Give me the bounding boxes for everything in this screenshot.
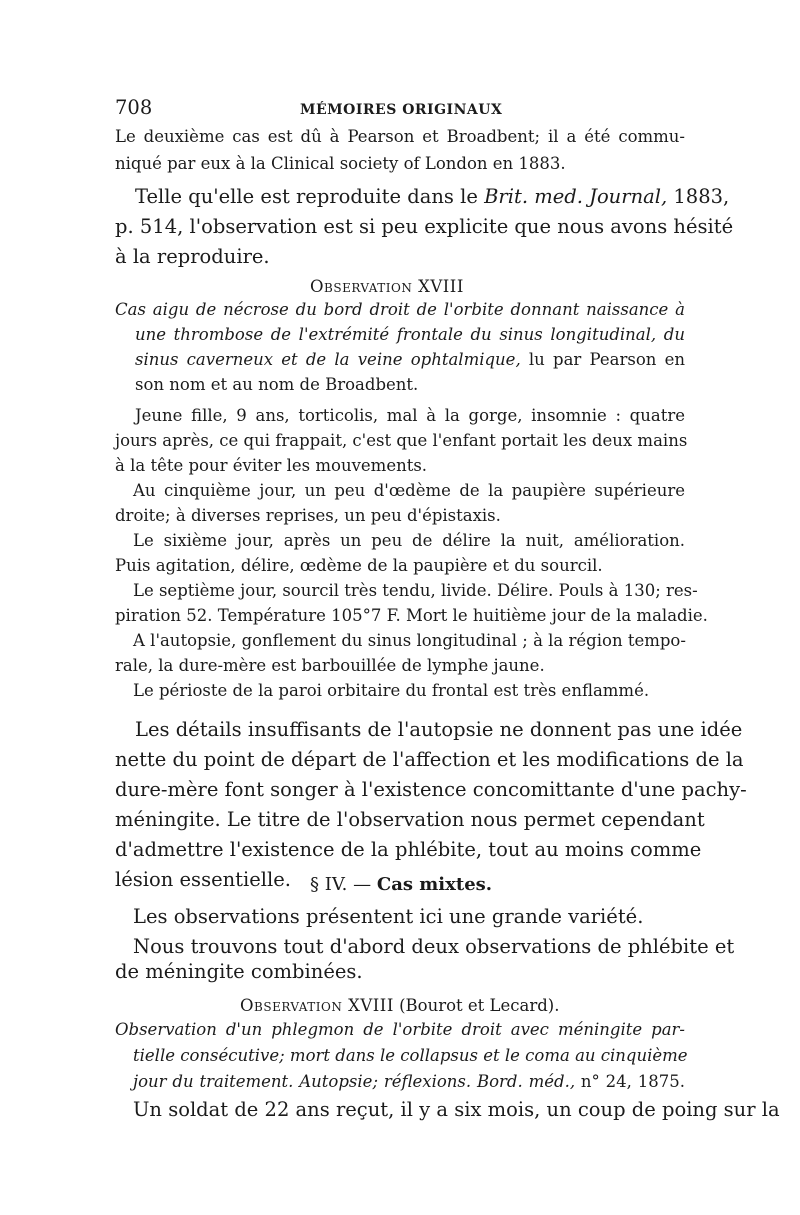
- intro-line-1: Le deuxième cas est dû à Pearson et Broadbent; il a été commu-: [115, 127, 685, 146]
- repro-line-1-end: 1883,: [673, 185, 730, 208]
- obs-body-line: Au cinquième jour, un peu d'œdème de la paupière supérieure: [133, 481, 685, 500]
- observation-2-title-line-3-italic: jour du traitement. Autopsie; réflexions. Bord. méd.,: [133, 1072, 576, 1091]
- page-number: 708: [115, 96, 153, 119]
- observation-2-title-line-2: tielle consécutive; mort dans le collapsus et le coma au cinquième: [133, 1046, 688, 1065]
- obs-body-line: Le périoste de la paroi orbitaire du frontal est très enflammé.: [133, 681, 650, 700]
- observation-2-title-line-1: Observation d'un phlegmon de l'orbite droit avec méningite par-: [115, 1020, 685, 1039]
- observation-title-line-2: une thrombose de l'extrémité frontale du sinus longitudinal, du: [135, 325, 685, 344]
- section-title: Cas mixtes.: [376, 874, 493, 895]
- observation-2-title-line-3: [133, 1072, 685, 1091]
- observation-title-line-3: [135, 350, 685, 369]
- observation-title-line-4: son nom et au nom de Broadbent.: [135, 375, 419, 394]
- observation-2-title-line-3-rest: n° 24, 1875.: [580, 1072, 685, 1091]
- obs-body-line: rale, la dure-mère est barbouillée de lymphe jaune.: [115, 656, 545, 675]
- section-number: § IV. —: [310, 874, 372, 895]
- observation-title-line-1: Cas aigu de nécrose du bord droit de l'orbite donnant naissance à: [115, 300, 685, 319]
- mixed-intro-line: Nous trouvons tout d'abord deux observations de phlébite et: [133, 935, 735, 958]
- observation-heading: Observation XVIII: [310, 277, 464, 296]
- commentary-line: Les détails insuffisants de l'autopsie ne donnent pas une idée: [135, 718, 743, 741]
- commentary-line: dure-mère font songer à l'existence concomittante d'une pachy-: [115, 778, 747, 801]
- obs-body-line: Le sixième jour, après un peu de délire la nuit, amélioration.: [133, 531, 685, 550]
- obs-body-line: Jeune fille, 9 ans, torticolis, mal à la gorge, insomnie : quatre: [135, 406, 685, 425]
- commentary-line: nette du point de départ de l'affection et les modifications de la: [115, 748, 744, 771]
- observation-2-heading: [240, 996, 560, 1015]
- observation-title-line-3-rest: lu par Pearson en: [528, 350, 685, 369]
- observation-title-line-3-italic: sinus caverneux et de la veine ophtalmique,: [135, 350, 521, 369]
- obs-body-line: piration 52. Température 105°7 F. Mort le huitième jour de la maladie.: [115, 606, 708, 625]
- commentary-line: méningite. Le titre de l'observation nous permet cependant: [115, 808, 705, 831]
- mixed-intro-line: Les observations présentent ici une grande variété.: [133, 905, 644, 928]
- repro-line-1: [115, 185, 730, 208]
- observation-2-heading-label: Observation XVIII: [240, 996, 394, 1015]
- intro-line-2: niqué par eux à la Clinical society of London en 1883.: [115, 154, 566, 173]
- commentary-line: d'admettre l'existence de la phlébite, tout au moins comme: [115, 838, 702, 861]
- section-heading: [310, 874, 492, 895]
- repro-line-3: à la reproduire.: [115, 245, 270, 268]
- obs-body-line: A l'autopsie, gonflement du sinus longitudinal ; à la région tempo-: [133, 631, 686, 650]
- repro-line-2: p. 514, l'observation est si peu explicite que nous avons hésité: [115, 215, 734, 238]
- obs-body-line: Puis agitation, délire, œdème de la paupière et du sourcil.: [115, 556, 603, 575]
- commentary-line: lésion essentielle.: [115, 868, 291, 891]
- obs-body-line: jours après, ce qui frappait, c'est que l'enfant portait les deux mains: [115, 431, 688, 450]
- journal-name: Brit. med. Journal,: [484, 185, 668, 208]
- obs-body-line: Le septième jour, sourcil très tendu, livide. Délire. Pouls à 130; res-: [133, 581, 698, 600]
- observation-2-heading-authors: (Bourot et Lecard).: [399, 996, 560, 1015]
- repro-line-1-text: Telle qu'elle est reproduite dans le: [135, 185, 478, 208]
- running-title: MÉMOIRES ORIGINAUX: [300, 102, 503, 118]
- obs-body-line: droite; à diverses reprises, un peu d'épistaxis.: [115, 506, 501, 525]
- mixed-intro-line: de méningite combinées.: [115, 960, 363, 983]
- obs-body-line: à la tête pour éviter les mouvements.: [115, 456, 428, 475]
- observation-2-body-line: Un soldat de 22 ans reçut, il y a six mois, un coup de poing sur la: [133, 1098, 780, 1121]
